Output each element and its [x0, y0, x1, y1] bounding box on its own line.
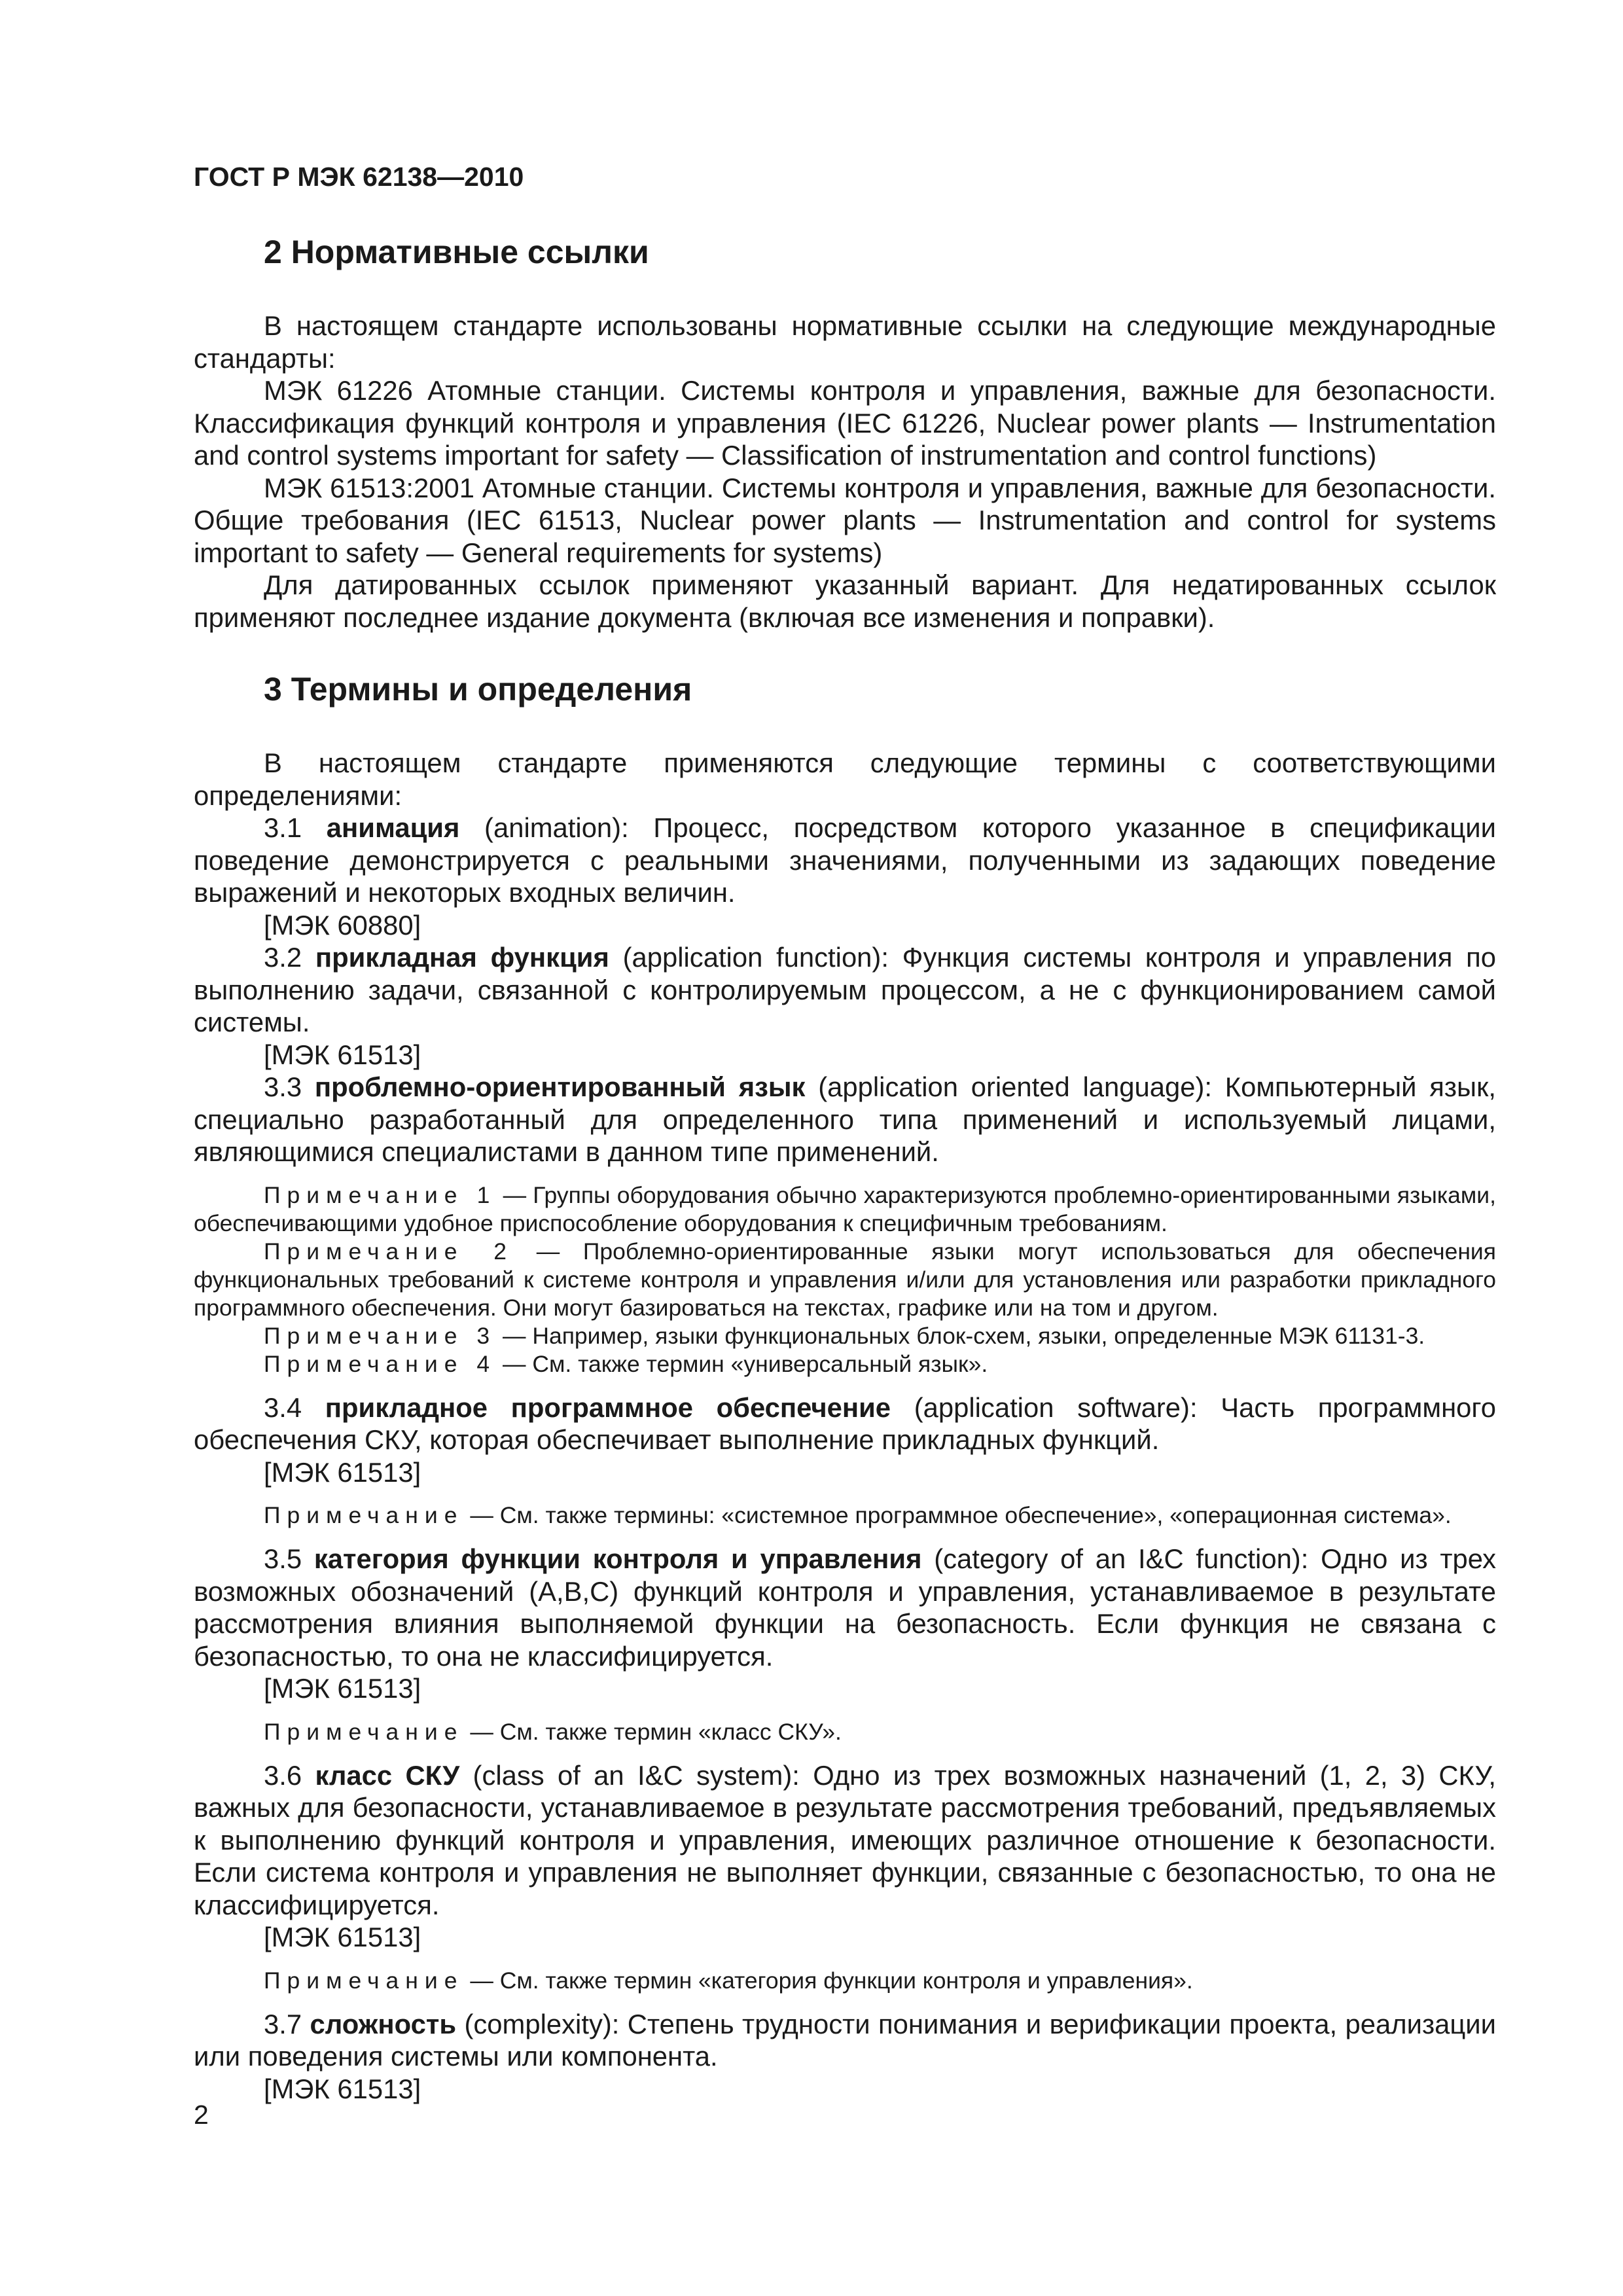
term-source: [МЭК 61513]: [264, 2073, 421, 2104]
term-source: [МЭК 61513]: [264, 1039, 421, 1070]
term-name: сложность: [310, 2008, 457, 2039]
term-number: 3.6: [264, 1759, 302, 1791]
note-text: — См. также термин «универсальный язык».: [502, 1350, 988, 1377]
page-number: 2: [194, 2100, 209, 2130]
term-definition: [194, 1543, 1496, 1672]
note-text: — См. также термин «класс СКУ».: [470, 1718, 842, 1745]
term-note: [194, 1501, 1496, 1530]
term-note: [194, 1322, 1496, 1350]
term-source: [МЭК 61513]: [264, 1456, 421, 1488]
term-definition: [194, 812, 1496, 909]
term-number: 3.7: [264, 2008, 302, 2039]
note-label: Примечание: [264, 1967, 464, 1994]
section-2-paragraph: МЭК 61513:2001 Атомные станции. Системы контроля и управления, важные для безопасности. Общие требования (IEC 61513, Nuclear power plants — Instrumentation and control for systems important to safety — General requirements for systems): [194, 472, 1496, 568]
term-name: анимация: [326, 812, 460, 843]
note-label: Примечание 2: [264, 1238, 513, 1265]
note-text: — Проблемно-ориентированные языки могут использоваться для обеспечения функциональных требований к системе контроля и управления и/или для установления или разработки прикладного программного обеспечения. Они могут базироваться на текстах, графике или на том и другом.: [194, 1238, 1496, 1321]
term-source: [МЭК 61513]: [264, 1673, 421, 1704]
term-number: 3.4: [264, 1391, 302, 1423]
note-text: — Например, языки функциональных блок-схем, языки, определенные МЭК 61131-3.: [502, 1322, 1425, 1349]
term-note: [194, 1718, 1496, 1746]
term-note: [194, 1181, 1496, 1238]
note-label: Примечание: [264, 1718, 464, 1745]
page-content: [194, 157, 1496, 2105]
section-3-title: 3 Термины и определения: [264, 671, 692, 708]
term-definition-text: (application function): Функция системы контроля и управления по выполнению задачи, связанной с контролируемым процессом, а не с функционированием самой системы.: [194, 942, 1496, 1037]
term-definition-text: (category of an I&C function): Одно из трех возможных обозначений (A,B,C) функций контроля и управления, устанавливаемое в результате рассмотрения влияния выполняемой функции на безопасность. Если функция не связана с безопасностью, то она не классифицируется.: [194, 1543, 1496, 1672]
term-notes: [194, 1967, 1496, 1995]
term-name: класс СКУ: [315, 1759, 460, 1791]
term-definition: [194, 1071, 1496, 1168]
section-2-title: 2 Нормативные ссылки: [264, 234, 649, 270]
term-name: прикладная функция: [315, 942, 609, 973]
note-label: Примечание: [264, 1502, 464, 1528]
document-code-header: ГОСТ Р МЭК 62138—2010: [194, 162, 524, 192]
section-2-paragraph: В настоящем стандарте использованы нормативные ссылки на следующие международные стандарты:: [194, 310, 1496, 374]
term-note: [194, 1350, 1496, 1378]
term-number: 3.5: [264, 1543, 302, 1574]
term-number: 3.3: [264, 1071, 302, 1102]
term-notes: [194, 1718, 1496, 1746]
note-label: Примечание 1: [264, 1181, 497, 1208]
term-definition-text: (animation): Процесс, посредством которого указанное в спецификации поведение демонстрируется с реальными значениями, полученными из задающих поведение выражений и некоторых входных величин.: [194, 812, 1496, 908]
term-definition: [194, 1759, 1496, 1922]
note-label: Примечание 4: [264, 1350, 497, 1377]
note-text: — Группы оборудования обычно характеризуются проблемно-ориентированными языками, обеспечивающими удобное приспособление оборудования к специфичным требованиям.: [194, 1181, 1496, 1236]
term-definition-text: (application software): Часть программного обеспечения СКУ, которая обеспечивает выполнение прикладных функций.: [194, 1391, 1497, 1455]
term-definition: [194, 941, 1496, 1039]
note-text: — См. также термин «категория функции контроля и управления».: [470, 1967, 1193, 1994]
term-definition-text: (class of an I&C system): Одно из трех возможных назначений (1, 2, 3) СКУ, важных для безопасности, устанавливаемое в результате рассмотрения требований, предъявляемых к выполнению функций контроля и управления, имеющих различное отношение к безопасности. Если система контроля и управления не выполняет функции, связанные с безопасностью, то она не классифицируется.: [194, 1759, 1496, 1920]
term-notes: [194, 1501, 1496, 1530]
term-definition: [194, 1391, 1496, 1456]
term-name: прикладное программное обеспечение: [325, 1391, 891, 1423]
term-name: категория функции контроля и управления: [313, 1543, 922, 1574]
term-note: [194, 1238, 1496, 1322]
term-source: [МЭК 60880]: [264, 909, 421, 941]
term-note: [194, 1967, 1496, 1995]
note-label: Примечание 3: [264, 1322, 497, 1349]
term-number: 3.1: [264, 812, 302, 843]
term-notes: [194, 1181, 1496, 1378]
term-definition-text: (complexity): Степень трудности понимания и верификации проекта, реализации или поведения системы или компонента.: [194, 2008, 1496, 2072]
term-number: 3.2: [264, 942, 302, 973]
section-2-paragraph: МЭК 61226 Атомные станции. Системы контроля и управления, важные для безопасности. Классификация функций контроля и управления (IEC 61226, Nuclear power plants — Instrumentation and control systems important for safety — Classification of instrumentation and control functions): [194, 375, 1496, 471]
section-2-paragraph: Для датированных ссылок применяют указанный вариант. Для недатированных ссылок применяют последнее издание документа (включая все изменения и поправки).: [194, 569, 1496, 633]
term-definition-text: (application oriented language): Компьютерный язык, специально разработанный для определенного типа применений и используемый лицами, являющимися специалистами в данном типе применений.: [194, 1071, 1496, 1167]
section-3-intro: В настоящем стандарте применяются следующие термины с соответствующими определениями:: [194, 747, 1496, 811]
note-text: — См. также термины: «системное программное обеспечение», «операционная система».: [470, 1502, 1452, 1528]
term-name: проблемно-ориентированный язык: [314, 1071, 806, 1102]
term-definition: [194, 2008, 1496, 2073]
term-source: [МЭК 61513]: [264, 1922, 421, 1952]
